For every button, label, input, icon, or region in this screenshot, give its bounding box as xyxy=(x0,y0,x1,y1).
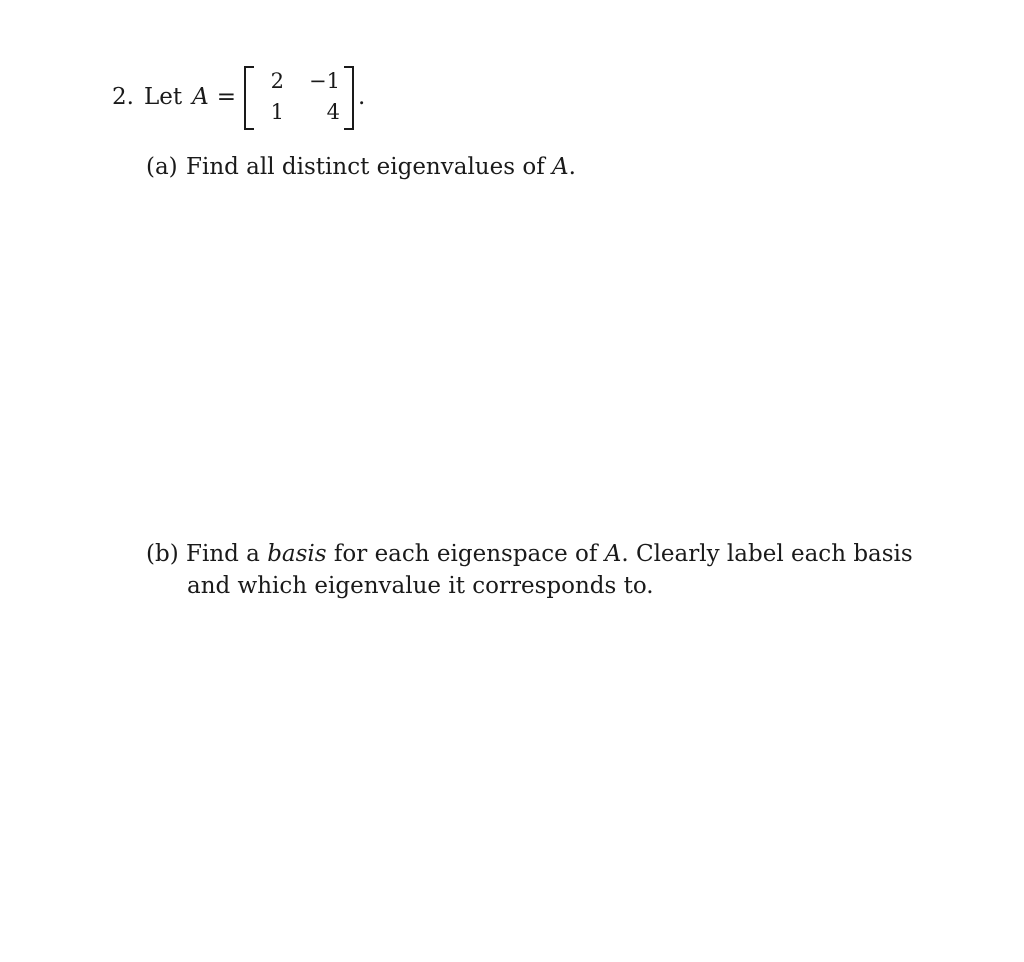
matrix-variable: A xyxy=(192,84,209,110)
matrix-cell-2-2: 4 xyxy=(326,100,340,124)
let-word: Let xyxy=(143,84,183,110)
part-a-text: Find all distinct eigenvalues of xyxy=(186,154,553,180)
statement-period: . xyxy=(358,84,366,110)
part-a-variable: A xyxy=(552,154,569,180)
part-a-line xyxy=(146,151,886,183)
equals-sign: = xyxy=(216,84,236,110)
part-b-line-2: and which eigenvalue it corresponds to. xyxy=(187,573,654,599)
matrix-cell-1-1: 2 xyxy=(270,69,284,93)
matrix-a xyxy=(244,66,354,128)
part-b-variable: A xyxy=(604,541,622,567)
part-b-text-end: . Clearly label each basis xyxy=(621,541,913,567)
matrix-cell-2-1: 1 xyxy=(270,100,284,124)
part-a-label: (a) xyxy=(146,154,178,180)
right-bracket xyxy=(344,66,354,130)
part-b-line-1 xyxy=(146,538,913,570)
part-a xyxy=(146,151,886,183)
problem-statement xyxy=(112,66,365,128)
problem-number: 2. xyxy=(112,84,134,110)
part-b xyxy=(146,538,913,602)
part-b-text-middle: for each eigenspace of xyxy=(326,541,605,567)
part-b-text-start: Find a xyxy=(186,541,268,567)
part-a-period: . xyxy=(568,154,576,180)
matrix-cell-1-2: −1 xyxy=(309,69,340,93)
part-b-emphasis: basis xyxy=(267,541,327,567)
left-bracket xyxy=(244,66,254,130)
part-b-label: (b) xyxy=(146,541,179,567)
